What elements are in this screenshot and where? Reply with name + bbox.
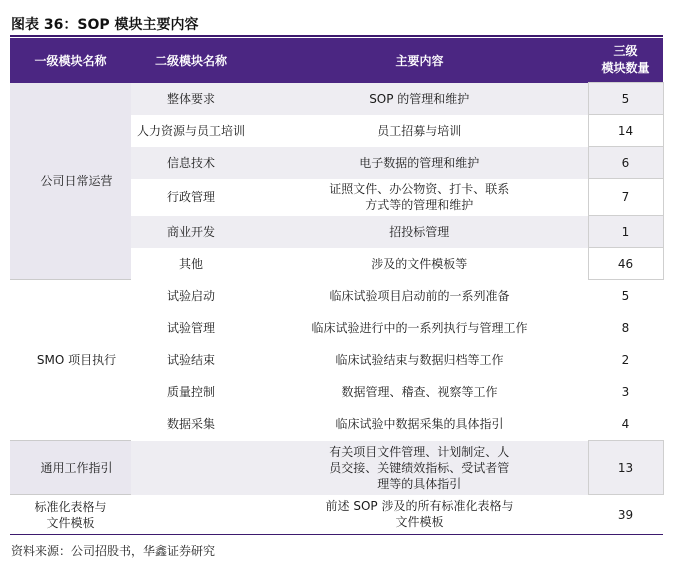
sub-module (131, 441, 251, 495)
table-row (10, 441, 663, 495)
header-row (10, 38, 663, 83)
header-level3-count: 三级 模块数量 (588, 38, 663, 83)
content: 有关项目文件管理、计划制定、人 员交接、关键绩效指标、受试者管 理等的具体指引 (251, 441, 588, 495)
sub-module: 试验管理 (166, 320, 215, 335)
content: 临床试验中数据采集的具体指引 (335, 417, 504, 431)
figure-title: 图表 36：SOP 模块主要内容 (11, 17, 199, 33)
sub-module: 其他 (178, 256, 203, 271)
sub-module: 信息技术 (131, 147, 251, 179)
count: 46 (588, 248, 663, 280)
sub-module: 整体要求 (131, 83, 251, 115)
header-level1: 一级模块名称 (10, 38, 131, 83)
sub-module: 人力资源与员工培训 (136, 123, 245, 138)
group-name: 通用工作指引 (10, 441, 131, 495)
count: 5 (621, 288, 630, 303)
group-name: 标准化表格与 文件模板 (10, 495, 131, 535)
group-name: 公司日常运营 (10, 83, 131, 280)
count: 7 (588, 179, 663, 216)
table-row (10, 280, 663, 312)
sub-module: 试验启动 (166, 288, 215, 303)
title-rule (10, 35, 663, 37)
sub-module: 试验结束 (166, 352, 215, 367)
table-row (10, 495, 663, 535)
sub-module: 数据采集 (166, 417, 215, 431)
count: 6 (588, 147, 663, 179)
content: SOP 的管理和维护 (251, 83, 588, 115)
sub-module: 质量控制 (166, 384, 215, 399)
source-note: 资料来源：公司招股书，华鑫证券研究 (11, 544, 216, 558)
sub-module: 行政管理 (166, 190, 215, 204)
count: 14 (588, 115, 663, 147)
table-row (10, 83, 663, 115)
count: 3 (621, 384, 630, 399)
count: 13 (588, 441, 663, 495)
count: 8 (621, 320, 630, 335)
count: 5 (588, 83, 663, 115)
content: 涉及的文件模板等 (371, 256, 468, 271)
content: 电子数据的管理和维护 (251, 147, 588, 179)
sop-module-table (10, 38, 664, 535)
content: 前述 SOP 涉及的所有标准化表格与 文件模板 (251, 495, 588, 535)
content: 招投标管理 (251, 216, 588, 248)
count: 1 (588, 216, 663, 248)
content: 数据管理、稽查、视察等工作 (341, 384, 498, 399)
content: 员工招募与培训 (377, 123, 462, 138)
content: 临床试验项目启动前的一系列准备 (329, 288, 510, 303)
count: 2 (621, 352, 630, 367)
sub-module (131, 495, 251, 535)
header-content: 主要内容 (251, 38, 588, 83)
group-name: SMO 项目执行 (10, 280, 131, 441)
count: 4 (621, 416, 630, 431)
sub-module: 商业开发 (131, 216, 251, 248)
content: 临床试验进行中的一系列执行与管理工作 (311, 320, 528, 335)
content: 临床试验结束与数据归档等工作 (335, 352, 504, 367)
header-level2: 二级模块名称 (131, 38, 251, 83)
count: 39 (588, 495, 663, 535)
content: 证照文件、办公物资、打卡、联系 方式等的管理和维护 (329, 182, 510, 212)
